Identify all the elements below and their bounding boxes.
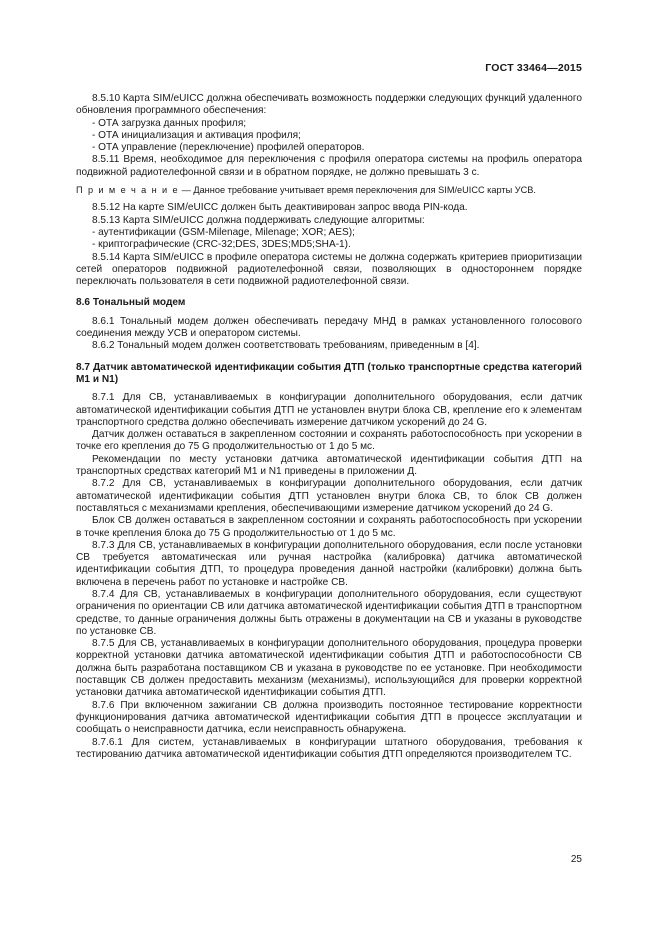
note-label: П р и м е ч а н и е (76, 185, 180, 196)
paragraph: 8.7.2 Для СВ, устанавливаемых в конфигурации дополнительного оборудования, если датчик автоматической идентификации события ДТП установлен внутри блока СВ, то блок СВ должен поставляться с механизмами крепления, обеспечивающими измерение датчиком ускорений до 24 G. (76, 478, 582, 514)
paragraph: 8.7.6 При включенном зажигании СВ должна производить постоянное тестирование корректности функционирования датчика автоматической идентификации события ДТП в процессе эксплуатации и сообщать о неисправности датчика, если неисправность обнаружена. (76, 699, 582, 736)
paragraph: 8.6.1 Тональный модем должен обеспечивать передачу МНД в рамках установленного голосового соединения между УСВ и оператором системы. (76, 315, 582, 340)
paragraph: 8.7.6.1 Для систем, устанавливаемых в конфигурации штатного оборудования, требования к тестированию датчика автоматической идентификации события ДТП определяются производителем ТС. (76, 736, 582, 760)
section-heading: 8.6 Тональный модем (76, 297, 186, 309)
paragraph: Блок СВ должен оставаться в закрепленном состоянии и сохранять работоспособность при ускорении в точке крепления блока до 75 G продолжительностью от 1 до 5 мс. (76, 515, 582, 539)
paragraph: Датчик должен оставаться в закрепленном состоянии и сохранять работоспособность при ускорении в точке его крепления до 75 G продолжительностью от 1 до 5 мс. (76, 429, 582, 453)
paragraph: 8.6.2 Тональный модем должен соответствовать требованиям, приведенным в [4]. (92, 340, 480, 352)
paragraph: 8.7.5 Для СВ, устанавливаемых в конфигурации дополнительного оборудования, процедура проверки корректной установки датчика автоматической идентификации события ДТП и работоспособности СВ должна быть разработана поставщиком СВ и указана в руководстве по ее установке. При необходимости поставщик СВ должен предоставить механизм (механизмы), использующийся для проверки корректной установки датчика автоматической идентификации события ДТП. (76, 638, 582, 699)
paragraph: 8.5.12 На карте SIM/eUICC должен быть деактивирован запрос ввода PIN-кода. (92, 202, 468, 214)
page-number: 25 (570, 854, 582, 865)
paragraph: 8.5.11 Время, необходимое для переключения с профиля оператора системы на профиль оператора подвижной радиотелефонной связи и в обратном порядке, не должно превышать 3 с. (76, 154, 582, 178)
section-heading: 8.7 Датчик автоматической идентификации события ДТП (только транспортные средства категорий М1 и N1) (76, 361, 582, 385)
paragraph: 8.5.14 Карта SIM/eUICC в профиле оператора системы не должна содержать критериев приоритизации сетей операторов подвижной радиотелефонной связи, позволяющих в одностороннем порядке переключать пользователя в сети подвижной радиотелефонной связи. (76, 251, 582, 288)
note (76, 184, 582, 196)
paragraph: 8.5.10 Карта SIM/eUICC должна обеспечивать возможность поддержки следующих функций удаленного обновления программного обеспечения: (76, 93, 582, 117)
paragraph: 8.7.3 Для СВ, устанавливаемых в конфигурации дополнительного оборудования, если после установки СВ требуется автоматическая или ручная настройка (калибровка) датчика автоматической идентификации события ДТП, то процедура проведения данной настройки (калибровки) должна быть включена в перечень работ по установке и настройке СВ. (76, 539, 582, 588)
paragraph: 8.7.1 Для СВ, устанавливаемых в конфигурации дополнительного оборудования, если датчик автоматической идентификации события ДТП не установлен внутри блока СВ, крепление его к элементам транспортного средства должно обеспечивать измерение датчиком ускорений до 24 G. (76, 392, 582, 428)
list-item: - ОТА управление (переключение) профилей операторов. (92, 142, 365, 154)
list-item: - ОТА загрузка данных профиля; (92, 117, 247, 129)
paragraph: Рекомендации по месту установки датчика автоматической идентификации события ДТП на транспортных средствах категорий М1 и N1 приведены в приложении Д. (76, 453, 582, 478)
list-item: - криптографические (CRC-32;DES, 3DES;MD5;SHA-1). (92, 239, 351, 251)
document-body (76, 93, 582, 761)
document-header: ГОСТ 33464—2015 (485, 62, 582, 74)
list-item: - ОТА инициализация и активация профиля; (92, 129, 301, 141)
paragraph: 8.5.13 Карта SIM/eUICC должна поддерживать следующие алгоритмы: (92, 214, 425, 226)
paragraph: 8.7.4 Для СВ, устанавливаемых в конфигурации дополнительного оборудования, если существуют ограничения по ориентации СВ или датчика автоматической идентификации события ДТП в транспортном средстве, то данные ограничения должны быть отражены в документации на СВ и указаны в руководстве по установке СВ. (76, 588, 582, 637)
list-item: - аутентификации (GSM-Milenage, Milenage; XOR; AES); (92, 226, 355, 238)
note-text: — Данное требование учитывает время переключения для SIM/eUICC карты УСВ. (179, 185, 536, 196)
